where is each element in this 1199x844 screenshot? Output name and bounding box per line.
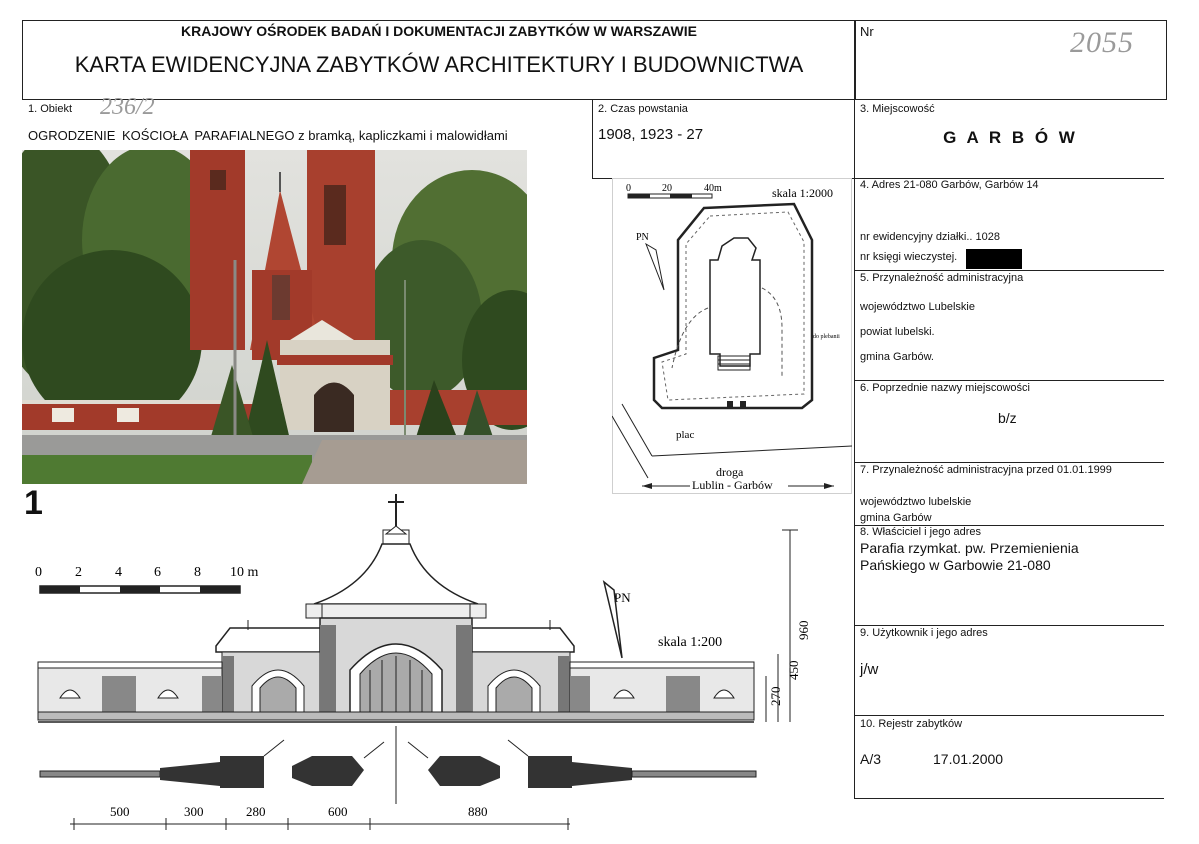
przed-gm: gmina Garbów: [860, 512, 932, 524]
plan-scale-40: 40m: [704, 183, 722, 194]
przynal-pow: powiat lubelski.: [860, 326, 935, 338]
przynal-gm: gmina Garbów.: [860, 351, 934, 363]
rejestr-nr: A/3: [860, 751, 882, 767]
rejestr-data: 17.01.2000: [933, 751, 1004, 767]
wlasciciel-line2: Pańskiego w Garbowie 21-080: [860, 557, 1051, 573]
czas-right-line: [854, 99, 855, 799]
przynal-top-line: [854, 270, 1164, 271]
rejestr-label: 10. Rejestr zabytków: [860, 718, 963, 730]
dim-300: 300: [184, 804, 204, 819]
dim-960: 960: [796, 620, 811, 640]
przynal-label: 5. Przynależność administracyjna: [860, 272, 1024, 284]
plan-scale-text: skala 1:2000: [772, 186, 833, 200]
uzytkownik-value: j/w: [860, 661, 879, 678]
uzytkownik-top-line: [854, 625, 1164, 626]
dim-500: 500: [110, 804, 130, 819]
nr-label: Nr: [860, 24, 874, 39]
obiekt-right-line: [592, 99, 593, 179]
dim-270: 270: [768, 686, 783, 706]
elev-scale-8: 8: [194, 565, 201, 580]
plan-plebania: do plebanii: [813, 334, 840, 340]
nr-handwritten: 2055: [1070, 26, 1134, 59]
elev-scale-6: 6: [154, 565, 161, 580]
obiekt-label: 1. Obiekt: [28, 103, 73, 115]
plan-scale-20: 20: [662, 183, 672, 194]
obiekt-value-rest: z bramką, kapliczkami i malowidłami: [298, 128, 508, 143]
przed-woj: województwo lubelskie: [860, 496, 972, 508]
church-photo: [22, 150, 527, 484]
elev-scale-text: skala 1:200: [658, 635, 723, 650]
plan-north-label: PN: [636, 232, 649, 243]
dzialka-value: nr ewidencyjny działki.. 1028: [860, 231, 1001, 243]
elev-scale-10: 10 m: [230, 565, 259, 580]
plan-plac: plac: [676, 429, 695, 441]
czas-label: 2. Czas powstania: [598, 103, 688, 115]
miejscowosc-label: 3. Miejscowość: [860, 103, 935, 115]
obiekt-value: [28, 128, 508, 143]
obiekt-handwritten: 236/2: [100, 94, 155, 120]
obiekt-value-caps: OGRODZENIE KOŚCIOŁA PARAFIALNEGO: [28, 128, 295, 143]
dim-450: 450: [786, 660, 801, 680]
dim-600: 600: [328, 804, 348, 819]
plan-droga: droga: [716, 465, 744, 479]
wlasciciel-label: 8. Właściciel i jego adres: [860, 526, 982, 538]
elev-north-label: PN: [614, 590, 631, 605]
czas-value: 1908, 1923 - 27: [598, 126, 704, 143]
row1-top-line: [22, 99, 1167, 100]
elev-scale-0: 0: [35, 565, 42, 580]
card-title: KARTA EWIDENCYJNA ZABYTKÓW ARCHITEKTURY I BUDOWNICTWA: [74, 52, 804, 77]
elev-scale-2: 2: [75, 565, 82, 580]
elev-scale-4: 4: [115, 565, 122, 580]
institution-name: KRAJOWY OŚRODEK BADAŃ I DOKUMENTACJI ZABYTKÓW W WARSZAWIE: [181, 23, 697, 39]
dim-880: 880: [468, 804, 488, 819]
uzytkownik-label: 9. Użytkownik i jego adres: [860, 627, 988, 639]
sheet-number: 1: [24, 484, 43, 522]
rejestr-bottom-line: [854, 798, 1164, 799]
plan-road: Lublin - Garbów: [692, 478, 773, 492]
wlasciciel-line1: Parafia rzymkat. pw. Przemienienia: [860, 540, 1079, 556]
adres-label: 4. Adres 21-080 Garbów, Garbów 14: [860, 179, 1039, 191]
poprz-top-line: [854, 380, 1164, 381]
poprz-label: 6. Poprzednie nazwy miejscowości: [860, 382, 1030, 394]
plan-scale-0: 0: [626, 183, 631, 194]
dim-280: 280: [246, 804, 266, 819]
przed-top-line: [854, 462, 1164, 463]
przynal-woj: województwo Lubelskie: [860, 301, 975, 313]
gate-elevation: [30, 490, 850, 840]
miejscowosc-value: G A R B Ó W: [943, 128, 1078, 147]
site-plan: [612, 178, 852, 494]
rejestr-top-line: [854, 715, 1164, 716]
ksiega-value: nr księgi wieczystej.: [860, 251, 958, 263]
przed-label: 7. Przynależność administracyjna przed 01.01.1999: [860, 464, 1112, 476]
poprz-value: b/z: [998, 410, 1017, 426]
ksiega-redaction: [966, 249, 1022, 269]
